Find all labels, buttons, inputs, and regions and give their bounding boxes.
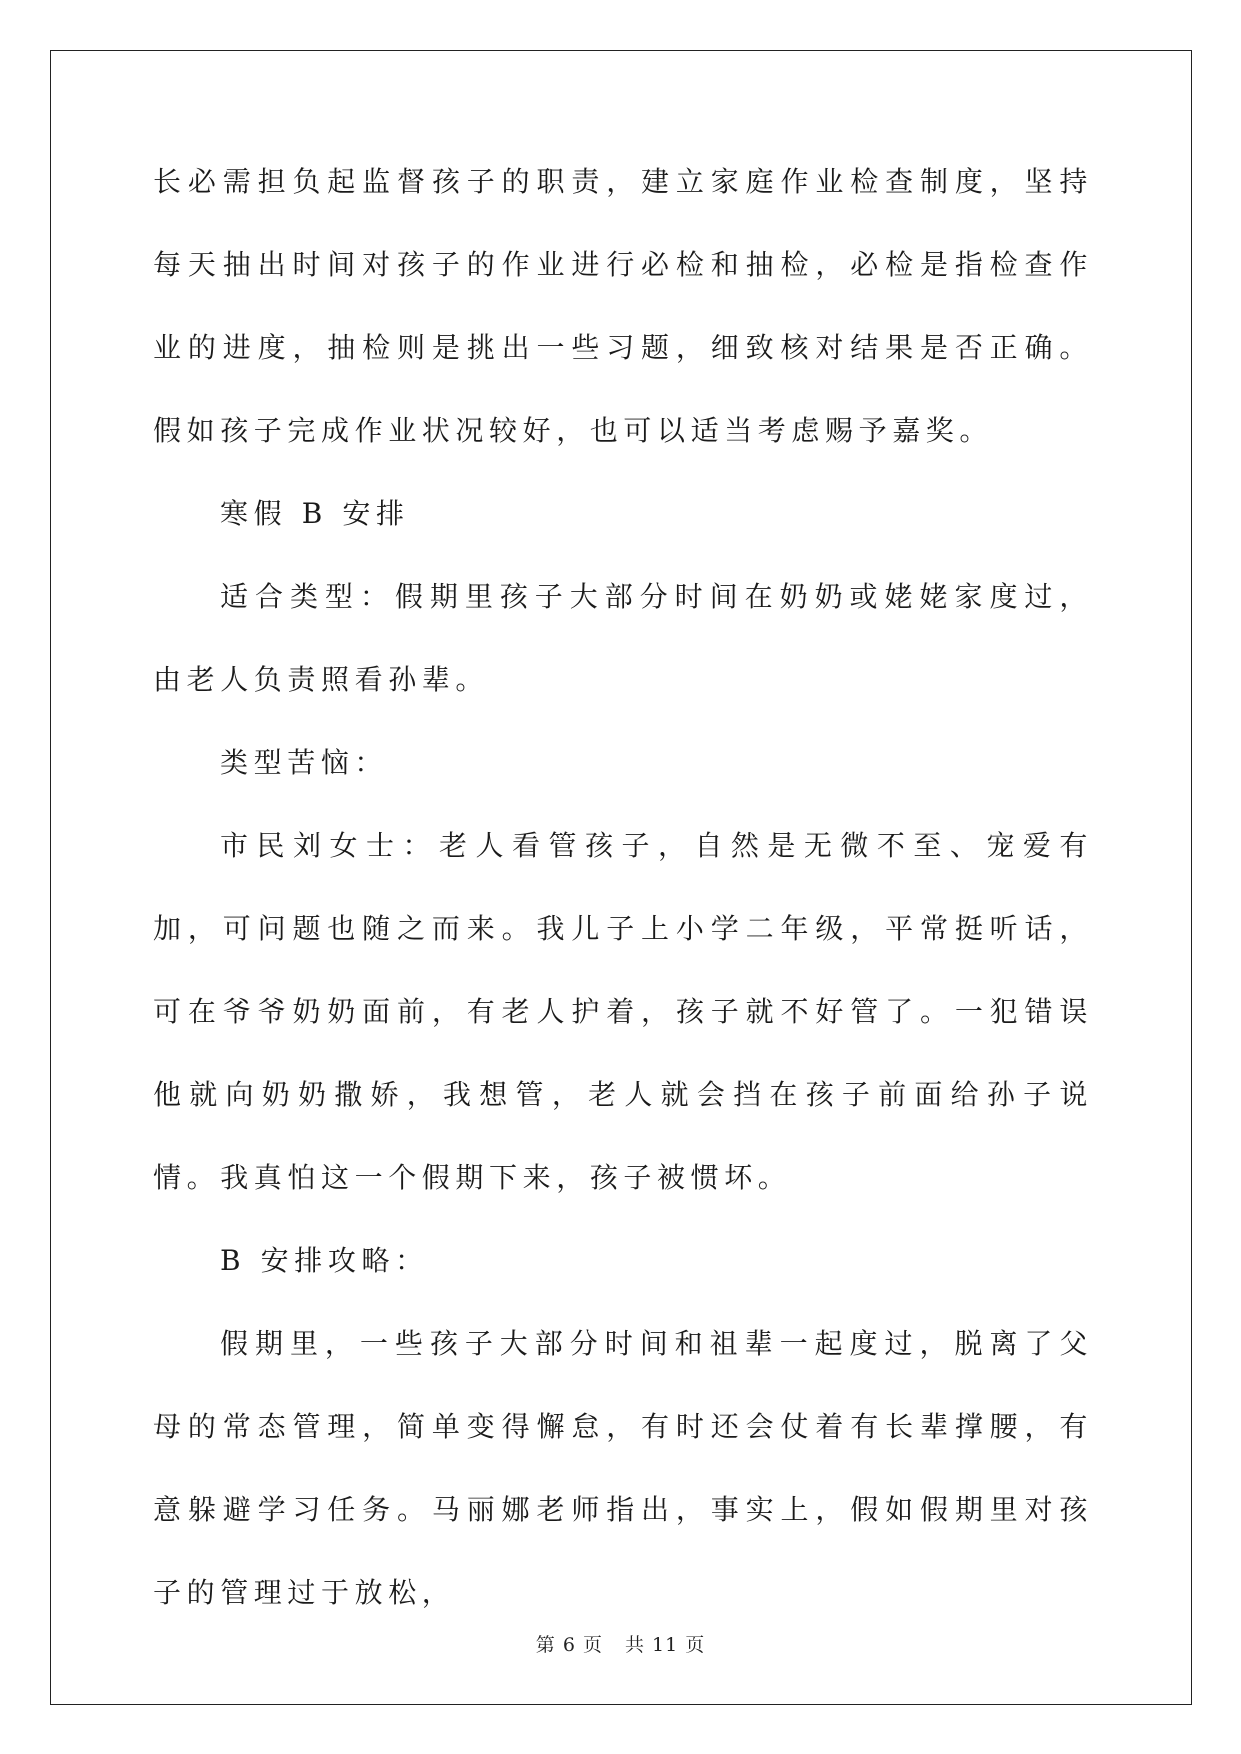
page-number: 第 6 页 bbox=[535, 1634, 603, 1656]
paragraph-homework-check: 长必需担负起监督孩子的职责，建立家庭作业检查制度，坚持每天抽出时间对孩子的作业进行必检和抽检，必检是指检查作业的进度，抽检则是挑出一些习题，细致核对结果是否正确。假如孩子完成作业状况较好，也可以适当考虑赐予嘉奖。 bbox=[153, 165, 1093, 447]
paragraph-citizen-quote: 市民刘女士：老人看管孩子，自然是无微不至、宠爱有加，可问题也随之而来。我儿子上小学二年级，平常挺听话，可在爷爷奶奶面前，有老人护着，孩子就不好管了。一犯错误他就向奶奶撒娇，我想管，老人就会挡在孩子前面给孙子说情。我真怕这一个假期下来，孩子被惯坏。 bbox=[153, 829, 1093, 1194]
paragraph-suitable-type: 适合类型：假期里孩子大部分时间在奶奶或姥姥家度过，由老人负责照看孙辈。 bbox=[153, 580, 1093, 696]
paragraph-type-worries-label: 类型苦恼： bbox=[220, 746, 389, 779]
page-footer bbox=[0, 1630, 1241, 1657]
heading-plan-b-strategy: B 安排攻略： bbox=[220, 1244, 429, 1277]
paragraph-strategy-body: 假期里，一些孩子大部分时间和祖辈一起度过，脱离了父母的常态管理，简单变得懈怠，有时还会仗着有长辈撑腰，有意躲避学习任务。马丽娜老师指出，事实上，假如假期里对孩子的管理过于放松， bbox=[153, 1327, 1093, 1609]
document-body bbox=[153, 140, 1093, 1634]
heading-plan-b: 寒假 B 安排 bbox=[220, 497, 410, 530]
page-total: 共 11 页 bbox=[624, 1634, 706, 1656]
